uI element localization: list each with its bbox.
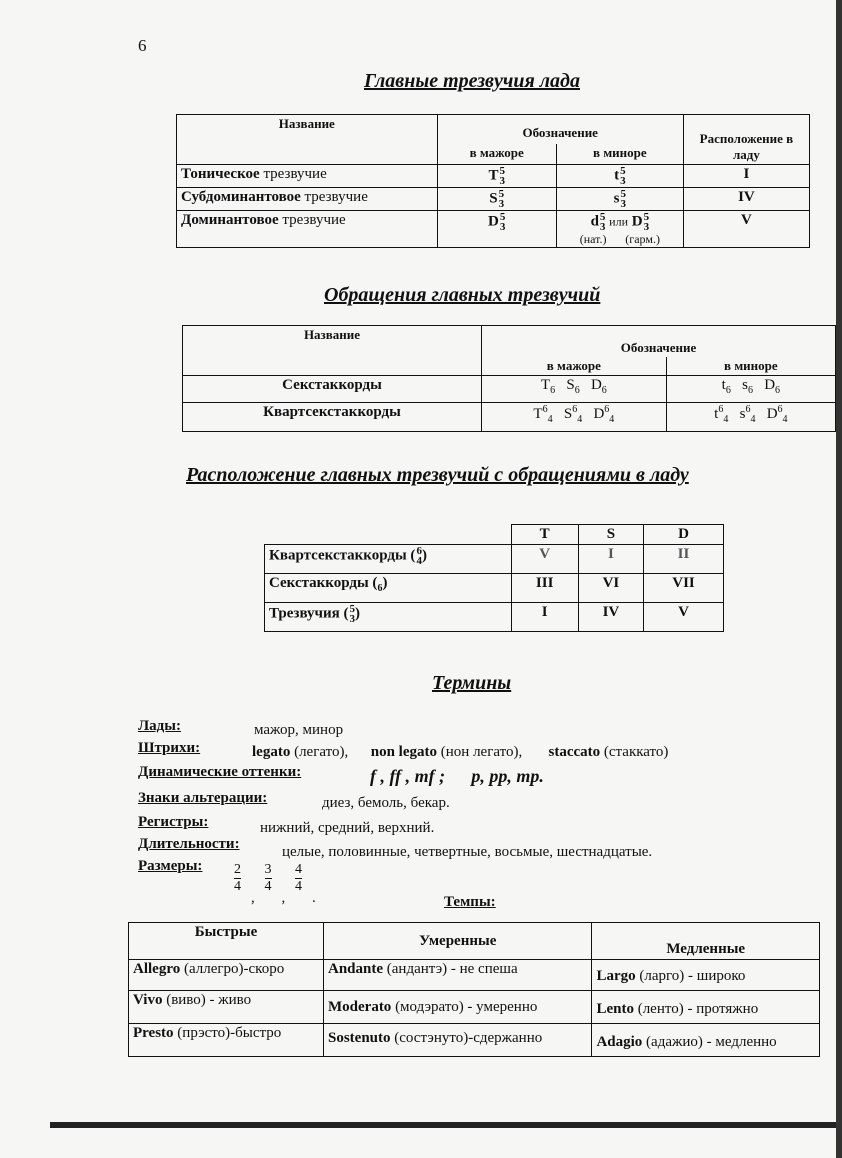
- row-name: Трезвучия (5 3): [265, 603, 512, 632]
- durations-label: Длительности:: [138, 836, 240, 852]
- table-row: [177, 211, 810, 248]
- tempo-cell: Allegro (аллегро)-скоро: [129, 960, 324, 991]
- meter: $\frac{2}{4}$: [234, 862, 241, 894]
- col-header-s: S: [578, 525, 643, 545]
- tempo-header-slow: Медленные: [592, 923, 820, 960]
- cell-value: V: [511, 545, 578, 574]
- major-symbols: $T^6_4$ $S^6_4$ $D^6_4$: [482, 403, 667, 432]
- minor-note-harmonic: (гарм.): [625, 232, 660, 246]
- section-title-terms: Термины: [432, 672, 512, 694]
- strokes-label: Штрихи:: [138, 740, 201, 756]
- major-symbol: T5 3: [437, 165, 556, 188]
- strokes-value: legato (легато), non legato (нон легато), staccato (стаккато): [252, 744, 669, 760]
- cell-value: V: [643, 603, 723, 632]
- table-row: [265, 545, 724, 574]
- registers-label: Регистры:: [138, 814, 209, 830]
- tempos-table: [128, 922, 820, 1057]
- header-minor: в миноре: [556, 144, 683, 164]
- tempo-cell: Largo (ларго) - широко: [592, 960, 820, 991]
- table-row: [265, 603, 724, 632]
- minor-note-natural: (нат.): [579, 232, 607, 246]
- cell-value: IV: [578, 603, 643, 632]
- tempo-header-fast: Быстрые: [129, 923, 324, 960]
- major-symbol: S5 3: [437, 188, 556, 211]
- row-name: Тоническое трезвучие: [177, 165, 438, 188]
- section-title-inversions: Обращения главных трезвучий: [324, 284, 601, 306]
- major-symbol: D5 3: [437, 211, 556, 248]
- tempo-cell: Andante (андантэ) - не спеша: [324, 960, 592, 991]
- table-row: [129, 991, 820, 1024]
- scan-edge-bottom: [50, 1122, 842, 1128]
- minor-symbol: d5 3 или D5 3 (нат.) (гарм.): [556, 211, 683, 248]
- registers-value: нижний, средний, верхний.: [260, 820, 435, 836]
- header-position: Расположение в ладу: [683, 115, 809, 165]
- tempo-cell: Moderato (модэрато) - умеренно: [324, 991, 592, 1024]
- empty-corner: [265, 525, 512, 545]
- header-designation: Обозначение: [437, 115, 683, 145]
- section-title-main-triads: Главные трезвучия лада: [364, 70, 580, 92]
- header-major: в мажоре: [482, 357, 667, 376]
- tempo-cell: Presto (прэсто)-быстро: [129, 1024, 324, 1057]
- row-name: Субдоминантовое трезвучие: [177, 188, 438, 211]
- tempo-cell: Sostenuto (состэнуто)-сдержанно: [324, 1024, 592, 1057]
- positions-table: [264, 524, 724, 632]
- position-value: V: [683, 211, 809, 248]
- major-symbols: $T_6$ $S_6$ $D_6$: [482, 376, 667, 403]
- meter: $\frac{4}{4}$: [295, 862, 302, 894]
- meter: $\frac{3}{4}$: [264, 862, 272, 894]
- position-value: I: [683, 165, 809, 188]
- header-minor: в миноре: [666, 357, 835, 376]
- table-row: [129, 960, 820, 991]
- tempos-label: Темпы:: [444, 894, 496, 910]
- col-header-d: D: [643, 525, 723, 545]
- section-title-positions: Расположение главных трезвучий с обращениями в ладу: [186, 464, 689, 486]
- meters-label: Размеры:: [138, 858, 203, 874]
- main-triads-table: [176, 114, 810, 248]
- row-name: Квартсекстаккорды: [183, 403, 482, 432]
- minor-symbol: s5 3: [556, 188, 683, 211]
- modes-value: мажор, минор: [254, 722, 344, 738]
- modes-label: Лады:: [138, 718, 181, 734]
- table-row: [177, 165, 810, 188]
- tempo-cell: Lento (ленто) - протяжно: [592, 991, 820, 1024]
- table-row: [177, 188, 810, 211]
- alteration-value: диез, бемоль, бекар.: [322, 795, 450, 811]
- header-major: в мажоре: [437, 144, 556, 164]
- cell-value: VI: [578, 574, 643, 603]
- table-row: [183, 403, 836, 432]
- page-number: 6: [138, 36, 147, 55]
- header-name: Название: [183, 326, 482, 376]
- tempo-cell: Adagio (адажио) - медленно: [592, 1024, 820, 1057]
- minor-symbol: t5 3: [556, 165, 683, 188]
- position-value: IV: [683, 188, 809, 211]
- minor-symbols: $t_6$ $s_6$ $D_6$: [666, 376, 835, 403]
- minor-symbols: $t^6_4$ $s^6_4$ $D^6_4$: [666, 403, 835, 432]
- table-row: [265, 574, 724, 603]
- durations-value: целые, половинные, четвертные, восьмые, шестнадцатые.: [282, 844, 653, 860]
- meters-value: $\frac{2}{4}$ , $\frac{3}{4}$ , $\frac{4}{4}$ .: [234, 862, 316, 906]
- dynamics-label: Динамические оттенки:: [138, 764, 302, 780]
- row-name: Секстаккорды: [183, 376, 482, 403]
- alteration-label: Знаки альтерации:: [138, 790, 268, 806]
- cell-value: II: [643, 545, 723, 574]
- col-header-t: T: [511, 525, 578, 545]
- cell-value: I: [511, 603, 578, 632]
- header-name: Название: [177, 115, 438, 165]
- table-row: [183, 376, 836, 403]
- inversions-table: [182, 325, 836, 432]
- cell-value: I: [578, 545, 643, 574]
- row-name: Секстаккорды $(_6)$: [265, 574, 512, 603]
- dynamics-value: f , ff , mf ; p, pp, mp.: [370, 766, 544, 786]
- tempo-cell: Vivo (виво) - живо: [129, 991, 324, 1024]
- cell-value: III: [511, 574, 578, 603]
- row-name: Квартсекстаккорды (6 4): [265, 545, 512, 574]
- scan-edge-right: [836, 0, 842, 1158]
- header-designation: Обозначение: [482, 326, 836, 358]
- cell-value: VII: [643, 574, 723, 603]
- tempo-header-moderate: Умеренные: [324, 923, 592, 960]
- table-row: [129, 1024, 820, 1057]
- row-name: Доминантовое трезвучие: [177, 211, 438, 248]
